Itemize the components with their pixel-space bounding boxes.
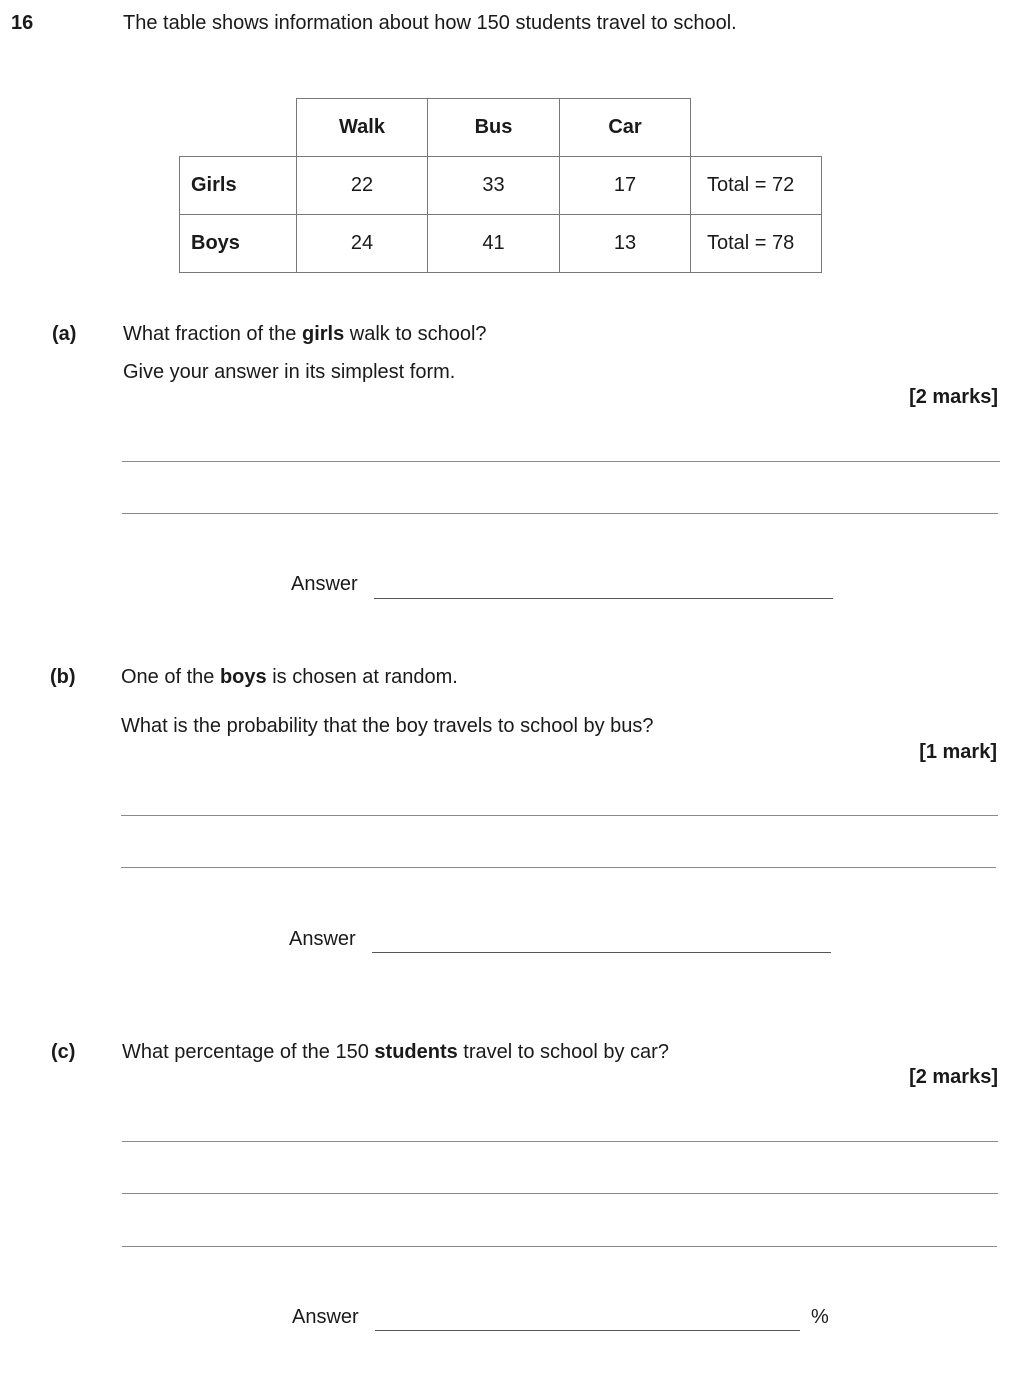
part-b-question-2: What is the probability that the boy travels to school by bus? <box>121 715 654 737</box>
part-c-question <box>122 1041 669 1064</box>
part-b-text-post: is chosen at random. <box>266 666 458 688</box>
part-b-label: (b) <box>50 666 76 688</box>
question-number: 16 <box>11 12 34 34</box>
part-b-answer-line[interactable] <box>372 952 831 953</box>
part-b-marks: [1 mark] <box>919 741 997 763</box>
part-b-text-bold: boys <box>219 666 267 688</box>
part-a-answer-label: Answer <box>291 573 358 595</box>
part-b-working-line-1[interactable] <box>121 815 998 816</box>
cell-boys-walk: 24 <box>296 214 428 273</box>
part-c-answer-line[interactable] <box>375 1330 800 1331</box>
part-a-working-line-2[interactable] <box>122 513 998 514</box>
part-c-working-line-1[interactable] <box>122 1141 998 1142</box>
part-c-answer-label: Answer <box>292 1306 359 1328</box>
header-car: Car <box>559 98 691 157</box>
cell-girls-total: Total = 72 <box>690 156 822 215</box>
header-walk: Walk <box>296 98 428 157</box>
part-c-marks: [2 marks] <box>909 1066 998 1088</box>
part-a-text-post: walk to school? <box>344 323 487 345</box>
cell-boys-car: 13 <box>559 214 691 273</box>
question-intro: The table shows information about how 150 students travel to school. <box>123 12 737 34</box>
part-b-answer-label: Answer <box>289 928 356 950</box>
cell-girls-car: 17 <box>559 156 691 215</box>
part-c-label: (c) <box>51 1041 76 1063</box>
part-c-percent-unit: % <box>811 1306 829 1328</box>
part-a-question <box>123 323 487 346</box>
part-c-text-bold: students <box>374 1041 458 1063</box>
part-a-answer-line[interactable] <box>374 598 833 599</box>
part-b-working-line-2[interactable] <box>121 867 996 868</box>
part-a-instruction: Give your answer in its simplest form. <box>123 361 456 383</box>
part-c-working-line-2[interactable] <box>122 1193 998 1194</box>
cell-girls-walk: 22 <box>296 156 428 215</box>
part-a-label: (a) <box>52 323 77 345</box>
header-bus: Bus <box>427 98 560 157</box>
row-label-boys: Boys <box>179 214 297 273</box>
part-a-marks: [2 marks] <box>909 386 998 408</box>
row-label-girls: Girls <box>179 156 297 215</box>
cell-boys-total: Total = 78 <box>690 214 822 273</box>
part-a-text-bold: girls <box>301 323 345 345</box>
part-a-working-line-1[interactable] <box>122 461 1000 462</box>
part-c-text-post: travel to school by car? <box>457 1041 669 1063</box>
part-c-text-pre: What percentage of the 150 <box>122 1041 375 1063</box>
cell-girls-bus: 33 <box>427 156 560 215</box>
part-b-text-pre: One of the <box>121 666 220 688</box>
part-a-text-pre: What fraction of the <box>123 323 302 345</box>
part-c-working-line-3[interactable] <box>122 1246 997 1247</box>
part-b-question <box>121 666 458 689</box>
cell-boys-bus: 41 <box>427 214 560 273</box>
